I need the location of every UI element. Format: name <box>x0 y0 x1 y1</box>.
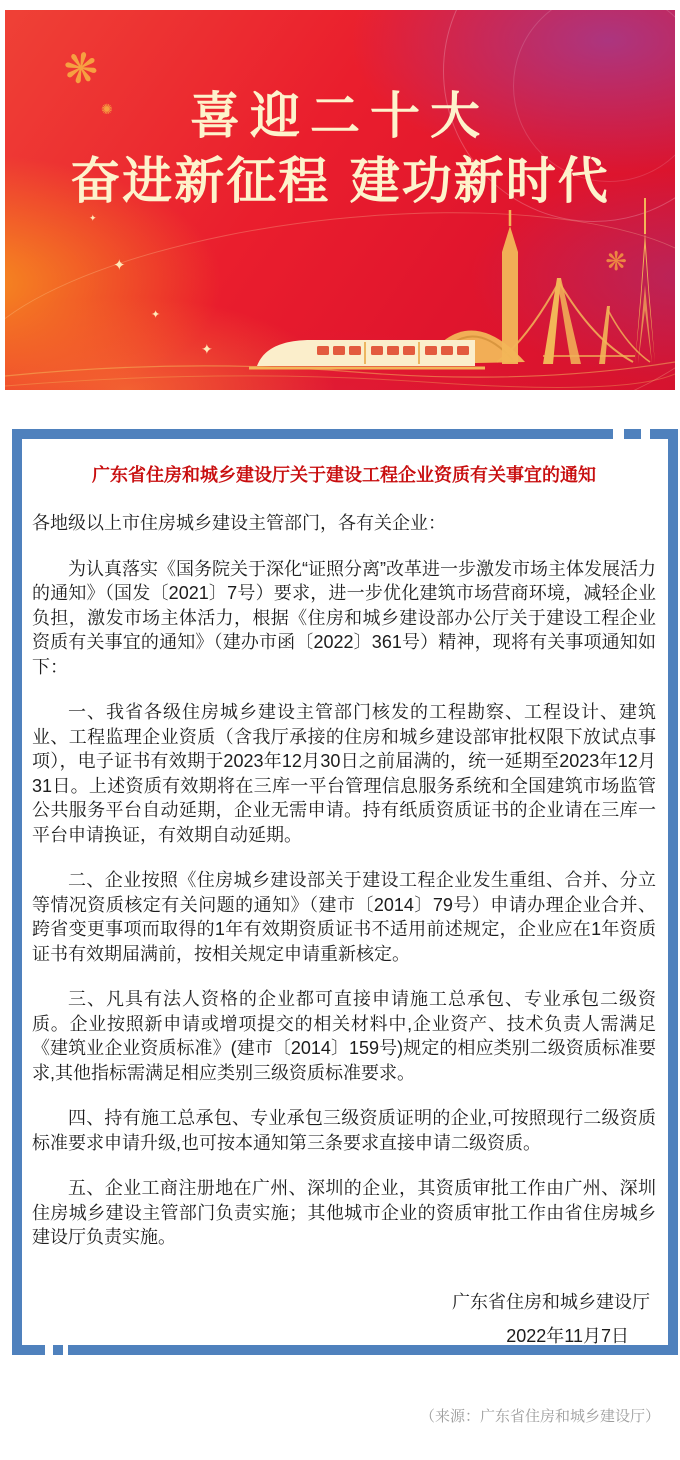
notice-paragraph: 三、凡具有法人资格的企业都可直接申请施工总承包、专业承包二级资质。企业按照新申请或增项提交的相关材料中,企业资产、技术负责人需满足《建筑业企业资质标准》(建市〔2014〕159号)规定的相应类别二级资质标准要求,其他指标需满足相应类别三级资质标准要求。 <box>32 989 656 1083</box>
notice-paragraph: 四、持有施工总承包、专业承包三级资质证明的企业,可按照现行二级资质标准要求申请升级,也可按本通知第三条要求直接申请二级资质。 <box>32 1108 656 1153</box>
notice-paragraph: 五、企业工商注册地在广州、深圳的企业，其资质审批工作由广州、深圳住房城乡建设主管部门负责实施；其他城市企业的资质审批工作由省住房城乡建设厅负责实施。 <box>32 1178 656 1247</box>
star-icon: ✦ <box>201 341 213 357</box>
fireworks-icon: ❋ <box>58 41 103 96</box>
border-bottom <box>12 1345 678 1355</box>
fireworks-icon: ✺ <box>101 101 113 117</box>
star-icon: ✦ <box>151 309 161 321</box>
banner-headline-line1: 喜迎二十大 <box>190 86 490 145</box>
star-icon: ✦ <box>113 257 126 274</box>
source-attribution: （来源：广东省住房和城乡建设厅） <box>419 1408 660 1425</box>
notice-date: 2022年11月7日 <box>506 1326 629 1345</box>
skyline-graphic <box>5 190 675 390</box>
banner <box>5 10 675 390</box>
star-icon: ✦ <box>89 213 97 223</box>
train-icon <box>249 340 485 368</box>
notice-title: 广东省住房和城乡建设厅关于建设工程企业资质有关事宜的通知 <box>92 465 596 485</box>
banner-headline-line2: 奋进新征程 建功新时代 <box>70 151 610 210</box>
fireworks-icon: ❋ <box>605 246 627 276</box>
notice-salutation: 各地级以上市住房城乡建设主管部门，各有关企业： <box>32 513 446 533</box>
notice-paragraph: 为认真落实《国务院关于深化“证照分离”改革进一步激发市场主体发展活力的通知》（国发〔2021〕7号）要求，进一步优化建筑市场营商环境，减轻企业负担，激发市场主体活力，根据《住房和城乡建设部办公厅关于建设工程企业资质有关事宜的通知》（建办市函〔2022〕361号）精神，现将有关事项通知如下： <box>32 558 656 677</box>
notice-paragraph: 一、我省各级住房城乡建设主管部门核发的工程勘察、工程设计、建筑业、工程监理企业资质（含我厅承接的住房和城乡建设部审批权限下放试点事项），电子证书有效期于2023年12月30日之前届满的，统一延期至2023年12月31日。上述资质有效期将在三库一平台管理信息服务系统和全国建筑市场监管公共服务平台自动延期，企业无需申请。持有纸质资质证书的企业请在三库一平台申请换证，有效期自动延期。 <box>32 702 656 845</box>
border-top <box>12 429 678 439</box>
notice-box <box>12 429 678 1355</box>
notice-signature: 广东省住房和城乡建设厅 <box>452 1291 650 1312</box>
notice-content <box>22 439 668 1345</box>
border-left <box>12 429 22 1355</box>
border-right <box>668 429 678 1355</box>
banner-headline <box>5 10 675 212</box>
notice-paragraph: 二、企业按照《住房城乡建设部关于建设工程企业发生重组、合并、分立等情况资质核定有关问题的通知》（建市〔2014〕79号）申请办理企业合并、跨省变更事项而取得的1年有效期资质证书不适用前述规定，企业应在1年资质证书有效期届满前，按相关规定申请重新核定。 <box>32 870 656 964</box>
